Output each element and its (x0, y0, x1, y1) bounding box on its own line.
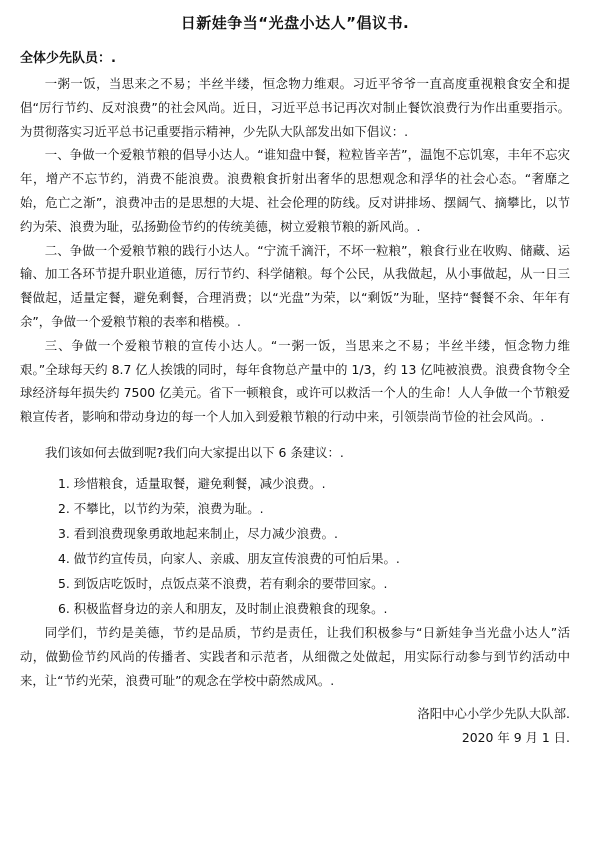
date: 2020 年 9 月 1 日. (461, 730, 570, 746)
signature: 洛阳中心小学少先队大队部. (417, 706, 570, 722)
document-title: 日新娃争当“光盘小达人”倡议书. (180, 14, 410, 32)
suggestion-item: 2. 不攀比，以节约为荣，浪费为耻。. (58, 500, 264, 516)
spacer (20, 429, 570, 441)
salutation: 全体少先队员：. (20, 51, 116, 66)
point-one-paragraph: 一、争做一个爱粮节粮的倡导小达人。“谁知盘中餐，粒粒皆辛苦”，温饱不忘饥寒，丰年不忘灾年，增产不忘节约，消费不能浪费。浪费粮食折射出奢华的思想观念和浮华的社会心态。“奢靡之始，危亡之渐”，浪费冲击的是思想的大堤、社会伦理的防线。反对讲排场、摆阔气、摘攀比，以节约为荣、浪费为耻，弘扬勤俭节约的传统美德，树立爱粮节粮的新风尚。. (20, 147, 570, 234)
suggestions-intro: 我们该如何去做到呢?我们向大家提出以下 6 条建议：. (45, 444, 344, 460)
spacer (20, 692, 570, 702)
suggestion-item: 4. 做节约宣传员，向家人、亲戚、朋友宣传浪费的可怕后果。. (58, 550, 400, 566)
intro-paragraph: 一粥一饭，当思来之不易；半丝半缕，恒念物力维艰。习近平爷爷一直高度重视粮食安全和提倡“厉行节约、反对浪费”的社会风尚。近日，习近平总书记再次对制止餐饮浪费行为作出重要指示。为贯彻落实习近平总书记重要指示精神，少先队大队部发出如下倡议：. (20, 76, 570, 139)
closing-paragraph: 同学们，节约是美德，节约是品质，节约是责任，让我们积极参与“日新娃争当光盘小达人”活动，做勤俭节约风尚的传播者、实践者和示范者，从细微之处做起，用实际行动参与到节约活动中来，让“节约光荣，浪费可耻”的观念在学校中蔚然成风。. (20, 624, 570, 688)
point-two-paragraph: 二、争做一个爱粮节粮的践行小达人。“宁流千滴汗，不坏一粒粮”，粮食行业在收购、储藏、运输、加工各环节提升职业道德，厉行节约、科学储粮。每个公民，从我做起，从小事做起，从一日三餐做起，适量定餐，避免剩餐，合理消费；以“光盘”为荣，以“剩饭”为耻，坚持“餐餐不余、年年有余”，争做一个爱粮节粮的表率和楷模。. (20, 242, 570, 329)
suggestion-item: 5. 到饭店吃饭时，点饭点菜不浪费，若有剩余的要带回家。. (58, 575, 388, 591)
point-three-paragraph: 三、争做一个爱粮节粮的宣传小达人。“一粥一饭，当思来之不易；半丝半缕，恒念物力维艰。”全球每天约 8.7 亿人挨饿的同时，每年食物总产量中的 1/3，约 13 亿吨被浪费。浪费食物令全球经济每年损失约 7500 亿美元。省下一顿粮食，或许可以救活一个人的生命！人人争做一个节粮爱粮宣传者，影响和带动身边的每一个人加入到爱粮节粮的行动中来，引领崇尚节俭的社会风尚。. (20, 337, 570, 425)
suggestion-item: 3. 看到浪费现象勇敢地起来制止，尽力减少浪费。. (58, 525, 338, 541)
suggestion-item: 6. 积极监督身边的亲人和朋友，及时制止浪费粮食的现象。. (58, 600, 388, 616)
suggestion-item: 1. 珍惜粮食，适量取餐，避免剩餐，减少浪费。. (58, 475, 326, 491)
